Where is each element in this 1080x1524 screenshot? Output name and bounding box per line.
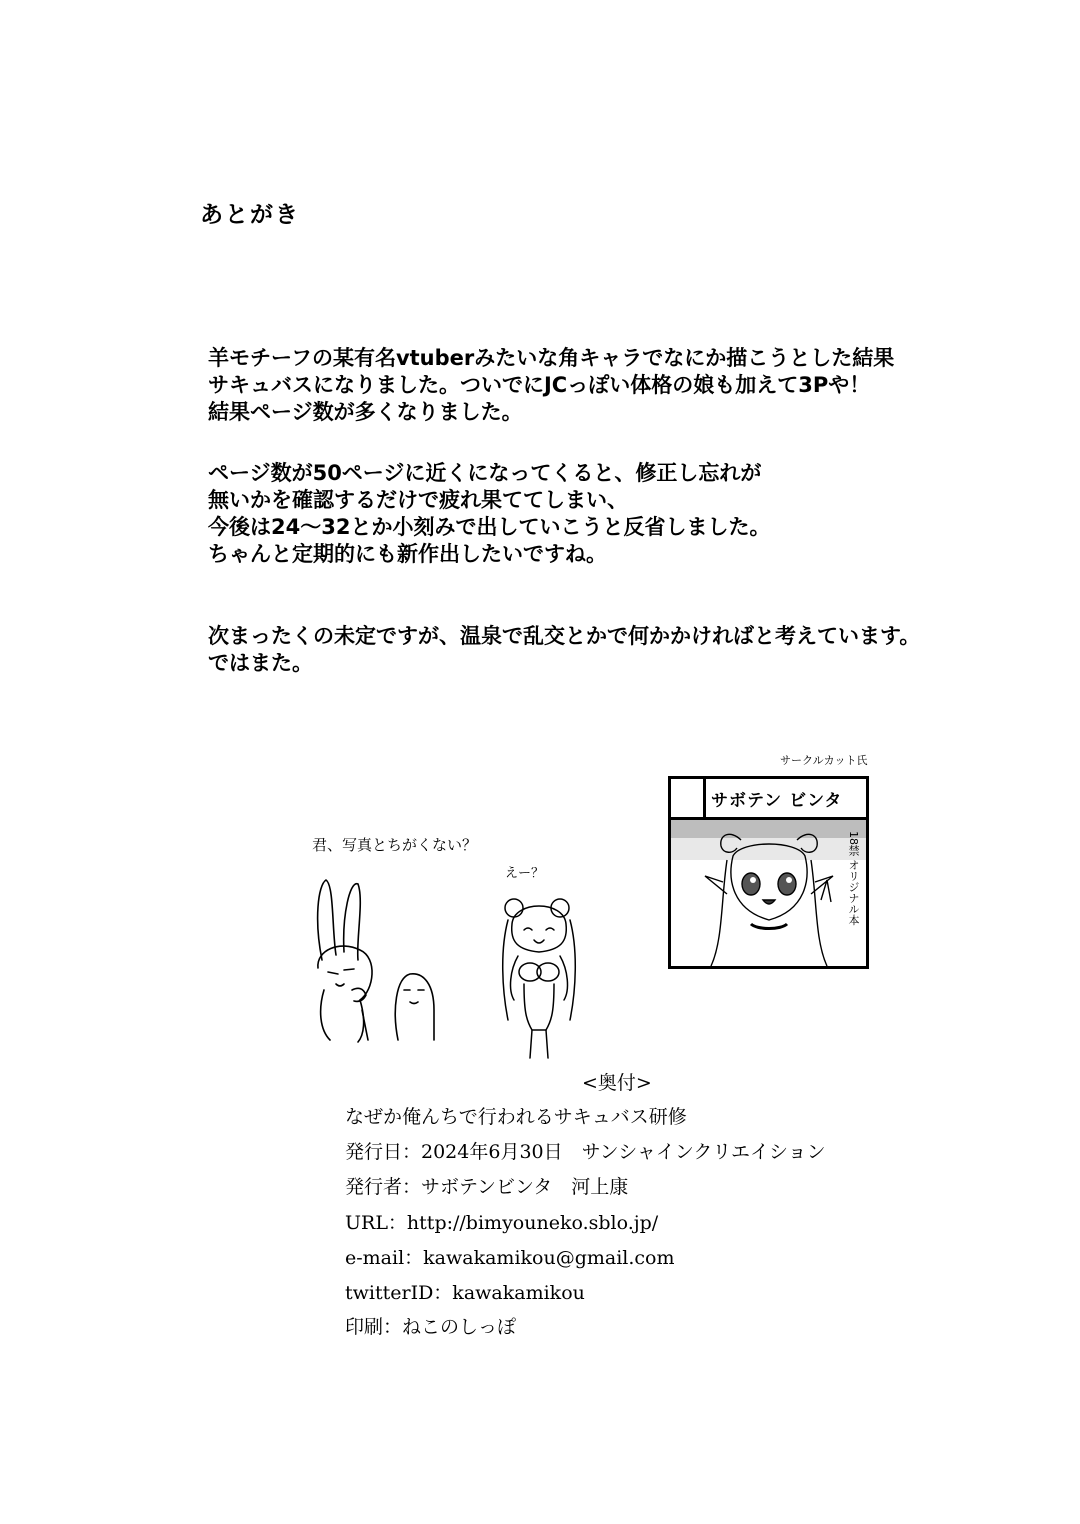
- colophon-url: URL：http://bimyouneko.sblo.jp/: [345, 1212, 659, 1234]
- circle-cut: [668, 776, 869, 969]
- circle-cut-side-text: 18禁 オリジナル本: [847, 831, 860, 926]
- rabbit-figure: [318, 880, 372, 1042]
- succubus-sketch: [671, 820, 866, 966]
- colophon-author: 発行者：サボテンビンタ 河上康: [345, 1176, 629, 1198]
- colophon-date: 発行日：2024年6月30日 サンシャインクリエイション: [345, 1141, 826, 1163]
- speech-text-rabbit: 君、写真とちがくない？: [312, 836, 478, 854]
- colophon-email: e-mail：kawakamikou@gmail.com: [345, 1247, 675, 1269]
- circle-cut-header: [671, 779, 866, 820]
- circle-cut-illustration: [671, 820, 866, 966]
- circle-cut-caption: サークルカット氏: [780, 754, 868, 767]
- blob-figure: [395, 974, 434, 1040]
- circle-cut-space-box: [671, 779, 706, 817]
- afterword-paragraph-1: 羊モチーフの某有名vtuberみたいな角キャラでなにか描こうとした結果 サキュバスになりました。ついでにJCっぽい体格の娘も加えて3Pや！ 結果ページ数が多くなりました。: [208, 346, 895, 424]
- girl-sketch: [494, 880, 584, 1060]
- circle-name: サボテン ビンタ: [711, 791, 843, 811]
- colophon-title: なぜか俺んちで行われるサキュバス研修: [345, 1106, 687, 1128]
- colophon-twitter: twitterID：kawakamikou: [345, 1282, 585, 1304]
- afterword-paragraph-2: ページ数が50ページに近くになってくると、修正し忘れが 無いかを確認するだけで疲れ果ててしまい、 今後は24～32とか小刻みで出していこうと反省しました。 ちゃんと定期的にも新作出したいですね。: [208, 461, 771, 566]
- colophon-printer: 印刷：ねこのしっぽ: [345, 1316, 517, 1338]
- speech-text-girl: えー？: [505, 866, 545, 881]
- afterword-paragraph-3: 次まったくの未定ですが、温泉で乱交とかで何かかければと考えています。 ではまた。: [208, 624, 921, 675]
- afterword-heading: あとがき: [200, 202, 300, 228]
- sketch-illustration: [300, 860, 520, 1050]
- colophon-heading: <奥付>: [582, 1072, 652, 1094]
